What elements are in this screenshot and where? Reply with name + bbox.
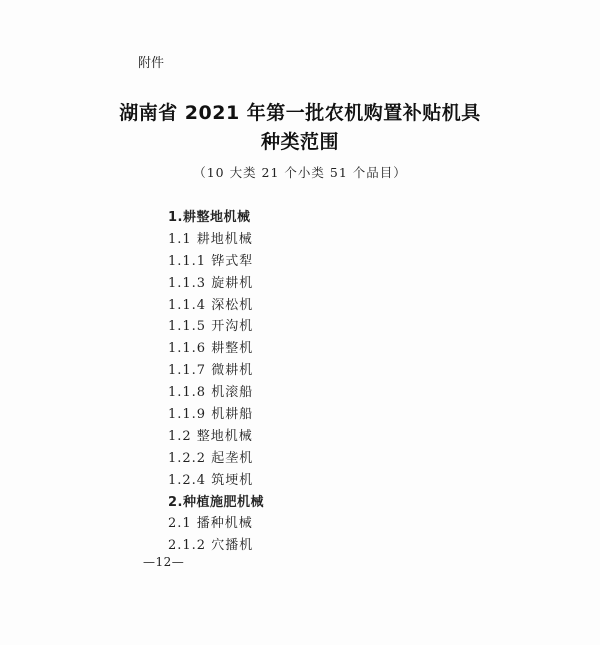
catalog-subcategory: 2.1 播种机械 xyxy=(168,516,253,532)
document-title-line2: 种类范围 xyxy=(260,131,339,153)
catalog-item: 1.2.2 起垄机 xyxy=(168,450,254,466)
catalog-item: 1.1.9 机耕船 xyxy=(168,407,254,423)
catalog-item: 2.1.2 穴播机 xyxy=(168,538,254,554)
document-title-line1: 湖南省 2021 年第一批农机购置补贴机具 xyxy=(119,102,481,124)
document-subtitle: （10 大类 21 个小类 51 个品目） xyxy=(193,165,407,180)
catalog-item: 1.1.4 深松机 xyxy=(168,297,254,313)
attachment-label: 附件 xyxy=(138,56,165,71)
catalog-subcategory: 1.1 耕地机械 xyxy=(168,231,253,247)
catalog-category: 2.种植施肥机械 xyxy=(168,494,264,510)
catalog-list xyxy=(168,207,264,557)
catalog-item: 1.1.3 旋耕机 xyxy=(168,275,254,291)
page-number: —12— xyxy=(143,555,185,569)
catalog-item: 1.1.1 铧式犁 xyxy=(168,253,254,269)
catalog-item: 1.1.8 机滚船 xyxy=(168,385,254,401)
catalog-item: 1.1.6 耕整机 xyxy=(168,341,254,357)
catalog-item: 1.1.7 微耕机 xyxy=(168,363,254,379)
catalog-item: 1.1.5 开沟机 xyxy=(168,319,254,335)
catalog-category: 1.耕整地机械 xyxy=(168,210,251,225)
catalog-item: 1.2.4 筑埂机 xyxy=(168,472,254,488)
catalog-subcategory: 1.2 整地机械 xyxy=(168,428,253,444)
